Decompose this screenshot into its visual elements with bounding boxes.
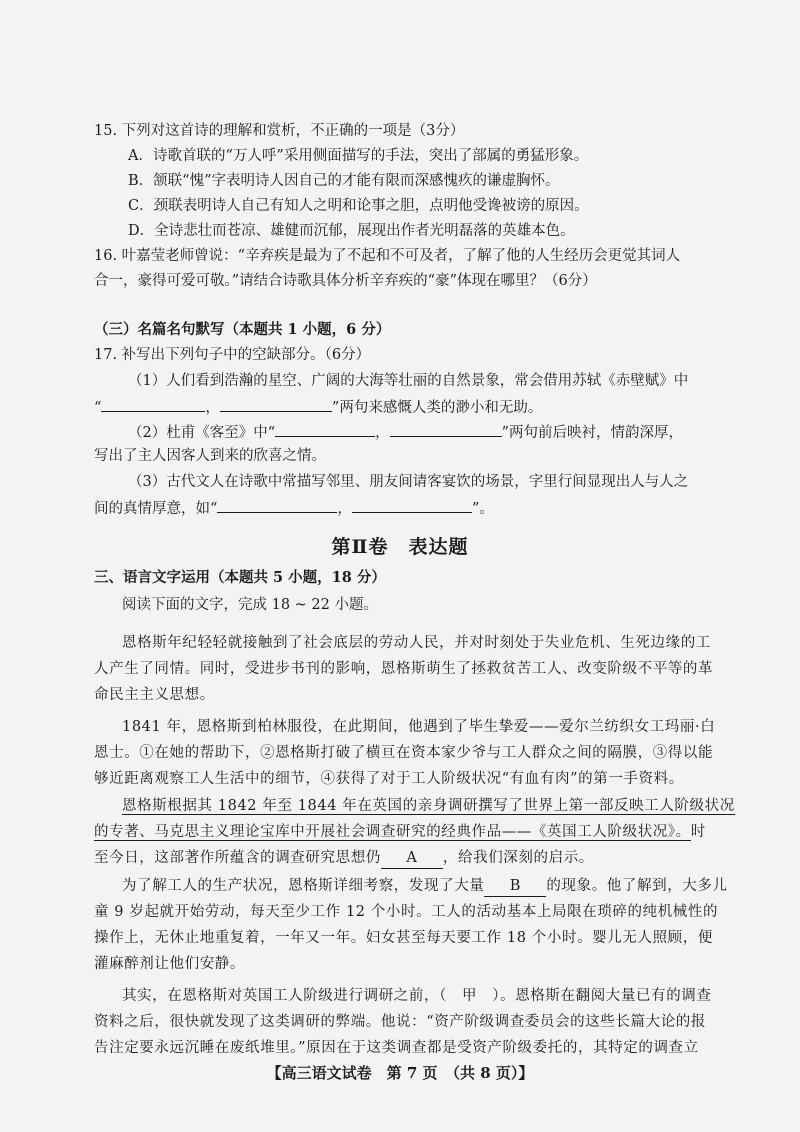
p3-line2-tail: 时 (690, 824, 706, 840)
p4-line1-tail: 的现象。他了解到，大多儿 (546, 878, 728, 894)
passage-p2-line2: 恩士。①在她的帮助下，②恩格斯打破了横亘在资本家少爷与工人群众之间的隔膜，③得以能 (94, 745, 714, 761)
section3-heading: （三）名篇名句默写（本题共 1 小题，6 分） (94, 321, 391, 338)
answer-blank-6[interactable] (352, 497, 472, 513)
answer-blank-1[interactable] (101, 396, 205, 412)
blank-b[interactable]: B (484, 876, 546, 897)
passage-p3-line1 (122, 796, 735, 816)
q17-item3-line1: （3）古代文人在诗歌中常描写邻里、朋友间请客宴饮的场景，字里行间显现出人与人之 (128, 474, 689, 490)
answer-blank-2[interactable] (220, 396, 332, 412)
passage-p3-line3 (94, 848, 594, 869)
item3-head: 间的真情厚意，如“ (94, 501, 218, 517)
q17-item1-line2 (94, 396, 542, 418)
comma: ， (337, 501, 352, 517)
passage-p5-line1: 其实，在恩格斯对英国工人阶级进行调研之前，（ 甲 ）。恩格斯在翻阅大量已有的调查 (122, 988, 712, 1004)
answer-blank-3[interactable] (275, 421, 375, 437)
q17-item2-line1 (128, 421, 683, 443)
q17-item3-line2 (94, 497, 494, 519)
q15-option-b: B．颔联“愧”字表明诗人因自己的才能有限而深感愧疚的谦虚胸怀。 (128, 173, 560, 189)
page-footer: 【高三语文试卷 第 7 页 （共 8 页）】 (266, 1064, 534, 1082)
open-quote: “ (94, 400, 102, 416)
comma: ， (205, 400, 220, 416)
q16-line2: 合一，豪得可爱可敬。”请结合诗歌具体分析辛弃疾的“豪”体现在哪里？（6分） (94, 273, 597, 289)
q15-option-c: C．颈联表明诗人自己有知人之明和论事之胆，点明他受谗被谤的原因。 (128, 198, 589, 214)
passage-p5-line3: 告注定要永远沉睡在废纸堆里。”原因在于这类调查都是受资产阶级委托的，其特定的调查立 (94, 1040, 699, 1056)
passage-p1-line2: 人产生了同情。同时，受进步书刊的影响，恩格斯萌生了拯救贫苦工人、改变阶级不平等的革 (94, 661, 714, 677)
item3-tail: ”。 (471, 501, 494, 517)
q15-stem: 15. 下列对这首诗的理解和赏析，不正确的一项是（3分） (94, 123, 465, 139)
underlined-text: 的专著、马克思主义理论宝库中开展社会调查研究的经典作品——《英国工人阶级状况》。 (94, 824, 691, 840)
q15-option-a: A．诗歌首联的“万人呼”采用侧面描写的手法，突出了部属的勇猛形象。 (128, 148, 589, 164)
p3-line3-head: 至今日，这部著作所蕴含的调查研究思想仍 (94, 850, 381, 866)
passage-p1-line1: 恩格斯年纪轻轻就接触到了社会底层的劳动人民，并对时刻处于失业危机、生死边缘的工 (122, 635, 711, 651)
underlined-text: 恩格斯根据其 1842 年至 1844 年在英国的亲身调研撰写了世界上第一部反映工人阶级状况 (122, 798, 735, 814)
p4-line1-head: 为了解工人的生产状况，恩格斯详细考察，发现了大量 (122, 878, 485, 894)
passage-p2-line3: 够近距离观察工人生活中的细节，④获得了对于工人阶级状况“有血有肉”的第一手资料。 (94, 771, 684, 787)
passage-p4-line1 (122, 876, 728, 897)
blank-a[interactable]: A (381, 848, 443, 869)
passage-p5-line2: 资料之后，很快就发现了这类调研的弊端。他说：“资产阶级调查委员会的这些长篇大论的报 (94, 1014, 707, 1030)
p3-line3-tail: ，给我们深刻的启示。 (442, 850, 594, 866)
item2-tail: ”两句前后映衬，情韵深厚， (501, 425, 684, 441)
passage-p3-line2 (94, 822, 706, 842)
q17-item1-line1: （1）人们看到浩瀚的星空、广阔的大海等壮丽的自然景象，常会借用苏轼《赤壁赋》中 (128, 373, 689, 389)
passage-p4-line2: 童 9 岁起就开始劳动，每天至少工作 12 个小时。工人的活动基本上局限在琐碎的纯机械性的 (94, 904, 719, 920)
passage-p1-line3: 命民主主义思想。 (94, 687, 215, 703)
q16-line1: 16. 叶嘉莹老师曾说：“辛弃疾是最为了不起和不可及者，了解了他的人生经历会更觉其词人 (94, 248, 681, 264)
comma: ， (375, 425, 390, 441)
q17-item2-line2: 写出了主人因客人到来的欣喜之情。 (94, 448, 326, 464)
language-heading: 三、语言文字运用（本题共 5 小题，18 分） (94, 569, 386, 586)
answer-blank-4[interactable] (390, 421, 502, 437)
passage-p4-line4: 灌麻醉剂让他们安静。 (94, 956, 245, 972)
q17-stem: 17. 补写出下列句子中的空缺部分。（6分） (94, 347, 371, 363)
item2-head: （2）杜甫《客至》中“ (128, 425, 276, 441)
q15-option-d: D．全诗悲壮而苍凉、雄健而沉郁，展现出作者光明磊落的英雄本色。 (128, 223, 575, 239)
language-instruction: 阅读下面的文字，完成 18 ~ 22 小题。 (122, 597, 378, 613)
part2-title: 第Ⅱ卷 表达题 (331, 536, 469, 558)
passage-p4-line3: 操作上，无休止地重复着，一年又一年。妇女甚至每天要工作 18 个小时。婴儿无人照顾，便 (94, 930, 713, 946)
answer-blank-5[interactable] (217, 497, 337, 513)
passage-p2-line1: 1841 年，恩格斯到柏林服役，在此期间，他遇到了毕生挚爱——爱尔兰纺织女工玛丽·白 (122, 719, 716, 735)
item1-tail: ”两句来感慨人类的渺小和无助。 (331, 400, 543, 416)
